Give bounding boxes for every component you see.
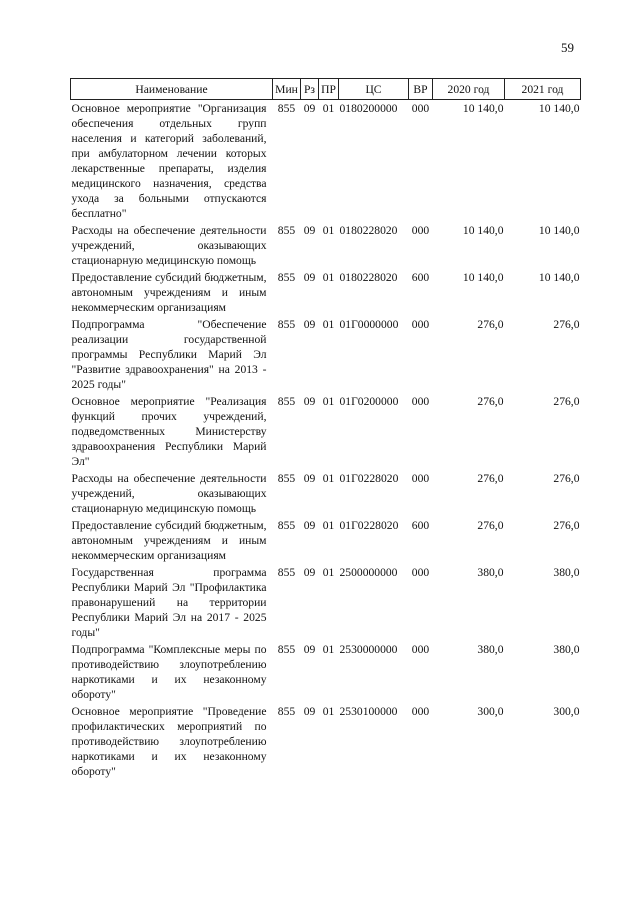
cell-name: Основное мероприятие "Реализация функций прочих учреждений, подведомственных Министерству здравоохранения Республики Марий Эл": [71, 395, 267, 468]
table-row: [71, 222, 581, 269]
cell-vr: 000: [411, 395, 430, 408]
cell-min: 855: [277, 395, 296, 408]
page-number: 59: [561, 40, 574, 55]
cell-min: 855: [277, 519, 296, 532]
cell-vr: 600: [411, 519, 430, 532]
cell-2020: 10 140,0: [462, 224, 504, 237]
cell-cs: 01Г0000000: [339, 318, 399, 331]
cell-name: Предоставление субсидий бюджетным, автономным учреждениям и иным некоммерческим организациям: [71, 519, 267, 562]
cell-2020: 300,0: [477, 705, 504, 718]
cell-pr: 01: [322, 318, 335, 331]
cell-2020: 276,0: [477, 519, 504, 532]
table-row: [71, 316, 581, 393]
cell-rz: 09: [303, 705, 316, 718]
cell-rz: 09: [303, 395, 316, 408]
cell-cs: 01Г0200000: [339, 395, 399, 408]
cell-2021: 276,0: [553, 318, 580, 331]
cell-pr: 01: [322, 224, 335, 237]
cell-2020: 276,0: [477, 318, 504, 331]
col-header-vr: ВР: [409, 79, 433, 100]
cell-vr: 000: [411, 705, 430, 718]
cell-cs: 2530100000: [339, 705, 398, 718]
cell-vr: 000: [411, 224, 430, 237]
cell-2021: 380,0: [553, 566, 580, 579]
cell-2020: 380,0: [477, 566, 504, 579]
cell-rz: 09: [303, 271, 316, 284]
cell-cs: 2500000000: [339, 566, 398, 579]
cell-pr: 01: [322, 643, 335, 656]
cell-vr: 000: [411, 102, 430, 115]
cell-min: 855: [277, 271, 296, 284]
cell-2021: 276,0: [553, 395, 580, 408]
budget-table: [70, 78, 581, 780]
cell-pr: 01: [322, 395, 335, 408]
cell-2020: 10 140,0: [462, 102, 504, 115]
table-row: [71, 641, 581, 703]
table-row: [71, 703, 581, 780]
cell-vr: 000: [411, 643, 430, 656]
table-row: [71, 564, 581, 641]
col-header-rz: Рз: [301, 79, 319, 100]
col-header-pr: ПР: [319, 79, 339, 100]
cell-rz: 09: [303, 102, 316, 115]
cell-name: Государственная программа Республики Марий Эл "Профилактика правонарушений на территории Республики Марий Эл на 2017 - 2025 годы": [71, 566, 267, 639]
table-row: [71, 100, 581, 223]
cell-vr: 000: [411, 318, 430, 331]
cell-pr: 01: [322, 271, 335, 284]
cell-name: Расходы на обеспечение деятельности учреждений, оказывающих стационарную медицинскую помощь: [71, 224, 267, 267]
cell-2020: 276,0: [477, 395, 504, 408]
cell-pr: 01: [322, 705, 335, 718]
col-header-2020: 2020 год: [433, 79, 505, 100]
cell-rz: 09: [303, 472, 316, 485]
cell-min: 855: [277, 102, 296, 115]
col-header-cs: ЦС: [339, 79, 409, 100]
cell-2020: 276,0: [477, 472, 504, 485]
cell-name: Подпрограмма "Обеспечение реализации государственной программы Республики Марий Эл "Развитие здравоохранения" на 2013 - 2025 годы": [71, 318, 267, 391]
cell-rz: 09: [303, 318, 316, 331]
cell-cs: 0180228020: [339, 224, 398, 237]
cell-min: 855: [277, 705, 296, 718]
table-row: [71, 393, 581, 470]
cell-2020: 380,0: [477, 643, 504, 656]
cell-min: 855: [277, 643, 296, 656]
cell-rz: 09: [303, 566, 316, 579]
col-header-min: Мин: [273, 79, 301, 100]
cell-2021: 276,0: [553, 472, 580, 485]
cell-2021: 10 140,0: [538, 224, 580, 237]
cell-pr: 01: [322, 472, 335, 485]
cell-name: Основное мероприятие "Проведение профилактических мероприятий по противодействию злоупотреблению наркотиками и их незаконному обороту": [71, 705, 267, 778]
cell-2021: 300,0: [553, 705, 580, 718]
cell-cs: 2530000000: [339, 643, 398, 656]
cell-name: Предоставление субсидий бюджетным, автономным учреждениям и иным некоммерческим организациям: [71, 271, 267, 314]
cell-vr: 600: [411, 271, 430, 284]
cell-name: Расходы на обеспечение деятельности учреждений, оказывающих стационарную медицинскую помощь: [71, 472, 267, 515]
cell-rz: 09: [303, 519, 316, 532]
cell-2021: 276,0: [553, 519, 580, 532]
col-header-name: Наименование: [71, 79, 273, 100]
col-header-2021: 2021 год: [505, 79, 581, 100]
cell-cs: 0180200000: [339, 102, 398, 115]
header-row: [71, 79, 581, 100]
cell-min: 855: [277, 472, 296, 485]
cell-vr: 000: [411, 566, 430, 579]
cell-min: 855: [277, 566, 296, 579]
cell-pr: 01: [322, 519, 335, 532]
cell-name: Основное мероприятие "Организация обеспечения отдельных групп населения и категорий заболеваний, при амбулаторном лечении которых лекарственные препараты, изделия медицинского назначения, средства ухода за больными отпускаются бесплатно": [71, 102, 267, 220]
cell-2020: 10 140,0: [462, 271, 504, 284]
cell-min: 855: [277, 224, 296, 237]
cell-cs: 01Г0228020: [339, 519, 399, 532]
table-row: [71, 269, 581, 316]
cell-cs: 01Г0228020: [339, 472, 399, 485]
cell-2021: 10 140,0: [538, 271, 580, 284]
cell-name: Подпрограмма "Комплексные меры по противодействию злоупотреблению наркотиками и их незаконному обороту": [71, 643, 267, 701]
cell-cs: 0180228020: [339, 271, 398, 284]
cell-rz: 09: [303, 224, 316, 237]
cell-vr: 000: [411, 472, 430, 485]
cell-pr: 01: [322, 566, 335, 579]
cell-pr: 01: [322, 102, 335, 115]
cell-2021: 380,0: [553, 643, 580, 656]
cell-2021: 10 140,0: [538, 102, 580, 115]
table-row: [71, 470, 581, 517]
cell-min: 855: [277, 318, 296, 331]
cell-rz: 09: [303, 643, 316, 656]
table-row: [71, 517, 581, 564]
